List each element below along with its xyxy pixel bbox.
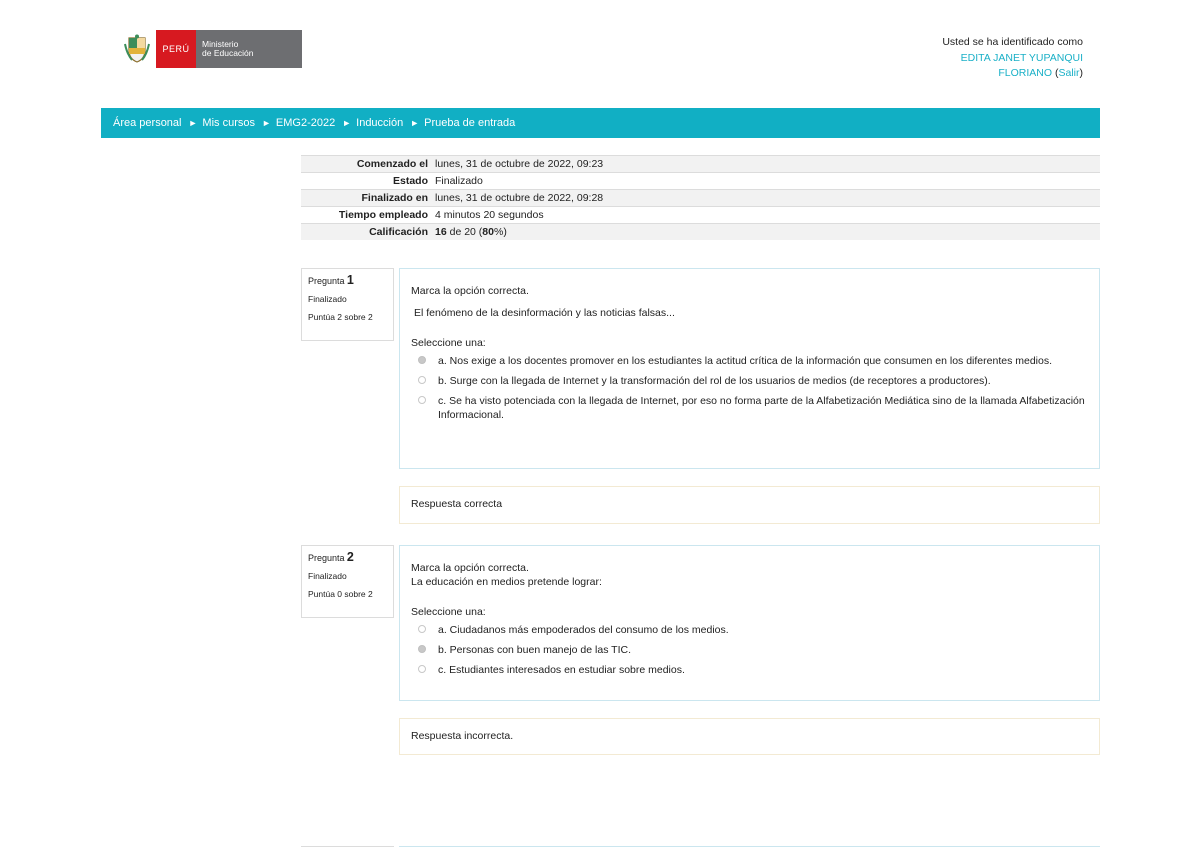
answer-option-c[interactable]: c. Se ha visto potenciada con la llegada de Internet, por eso no forma parte de la Alfabetización Mediática sino de la llamada Alfabetización Informacional. (411, 394, 1088, 422)
feedback-box-1 (399, 486, 1100, 524)
question-state: Finalizado (308, 571, 347, 581)
question-info-2: Pregunta 2 Finalizado Puntúa 0 sobre 2 (301, 545, 394, 618)
breadcrumb-item-area-personal[interactable]: Área personal (113, 117, 182, 129)
breadcrumb-item-mis-cursos[interactable]: Mis cursos (202, 117, 255, 129)
breadcrumb-item-section[interactable]: Inducción (356, 117, 404, 129)
radio-selected-icon[interactable] (418, 645, 426, 653)
question-mark: Puntúa 0 sobre 2 (308, 589, 373, 599)
breadcrumb-item-quiz[interactable]: Prueba de entrada (424, 117, 516, 129)
question-prompt: Marca la opción correcta. (411, 285, 529, 297)
question-content-2 (399, 545, 1100, 701)
summary-grade: 16 de 20 (80%) (432, 224, 1100, 241)
select-label: Seleccione una: (411, 337, 486, 349)
attempt-summary-table (301, 155, 1100, 240)
coat-of-arms-icon (124, 34, 150, 64)
radio-icon[interactable] (418, 665, 426, 673)
user-profile-link[interactable]: EDITA JANET YUPANQUI (960, 51, 1083, 64)
answer-option-a[interactable]: a. Ciudadanos más empoderados del consumo de los medios. (411, 623, 1088, 637)
table-row (301, 173, 1100, 190)
answer-option-b[interactable]: b. Personas con buen manejo de las TIC. (411, 643, 1088, 657)
question-state: Finalizado (308, 294, 347, 304)
table-row (301, 190, 1100, 207)
summary-key: Tiempo empleado (301, 207, 432, 224)
question-prompt: Marca la opción correcta. (411, 562, 529, 574)
answer-option-c[interactable]: c. Estudiantes interesados en estudiar sobre medios. (411, 663, 1088, 677)
breadcrumb-separator-icon: ► (261, 118, 271, 128)
answer-option-b[interactable]: b. Surge con la llegada de Internet y la transformación del rol de los usuarios de medios (de receptores a productores). (411, 374, 1088, 388)
breadcrumb-separator-icon: ► (342, 118, 352, 128)
breadcrumb-separator-icon: ► (410, 118, 420, 128)
select-label: Seleccione una: (411, 606, 486, 618)
question-number: 1 (346, 273, 354, 287)
logo-country: PERÚ (156, 30, 196, 68)
radio-icon[interactable] (418, 625, 426, 633)
breadcrumb (101, 108, 1100, 138)
feedback-text: Respuesta incorrecta. (411, 730, 514, 742)
summary-key: Calificación (301, 224, 432, 241)
question-stem: La educación en medios pretende lograr: (411, 576, 602, 588)
answer-option-a[interactable]: a. Nos exige a los docentes promover en los estudiantes la actitud crítica de la información que consumen en los diferentes medios. (411, 354, 1088, 368)
logo-ministry: Ministerio de Educación (196, 30, 302, 68)
table-row (301, 224, 1100, 241)
summary-key: Estado (301, 173, 432, 190)
user-prefix: Usted se ha identificado como (942, 36, 1083, 48)
summary-value: lunes, 31 de octubre de 2022, 09:23 (432, 156, 1100, 173)
radio-icon[interactable] (418, 396, 426, 404)
summary-value: lunes, 31 de octubre de 2022, 09:28 (432, 190, 1100, 207)
question-content-1 (399, 268, 1100, 469)
question-info-1: Pregunta 1 Finalizado Puntúa 2 sobre 2 (301, 268, 394, 341)
user-info: Usted se ha identificado como EDITA JANET YUPANQUI FLORIANO (Salir) (942, 36, 1083, 79)
breadcrumb-item-course[interactable]: EMG2-2022 (275, 117, 336, 129)
summary-value: Finalizado (432, 173, 1100, 190)
summary-value: 4 minutos 20 segundos (432, 207, 1100, 224)
breadcrumb-separator-icon: ► (188, 118, 198, 128)
radio-selected-icon[interactable] (418, 356, 426, 364)
question-number: 2 (346, 550, 354, 564)
feedback-text: Respuesta correcta (411, 498, 503, 510)
summary-key: Comenzado el (301, 156, 432, 173)
question-mark: Puntúa 2 sobre 2 (308, 312, 373, 322)
question-stem: El fenómeno de la desinformación y las noticias falsas... (414, 307, 675, 319)
table-row (301, 156, 1100, 173)
ministry-logo[interactable] (124, 30, 302, 68)
feedback-box-2 (399, 718, 1100, 755)
summary-key: Finalizado en (301, 190, 432, 207)
radio-icon[interactable] (418, 376, 426, 384)
logout-link[interactable]: Salir (1058, 67, 1080, 79)
table-row (301, 207, 1100, 224)
user-profile-link-2[interactable]: FLORIANO (998, 67, 1053, 79)
